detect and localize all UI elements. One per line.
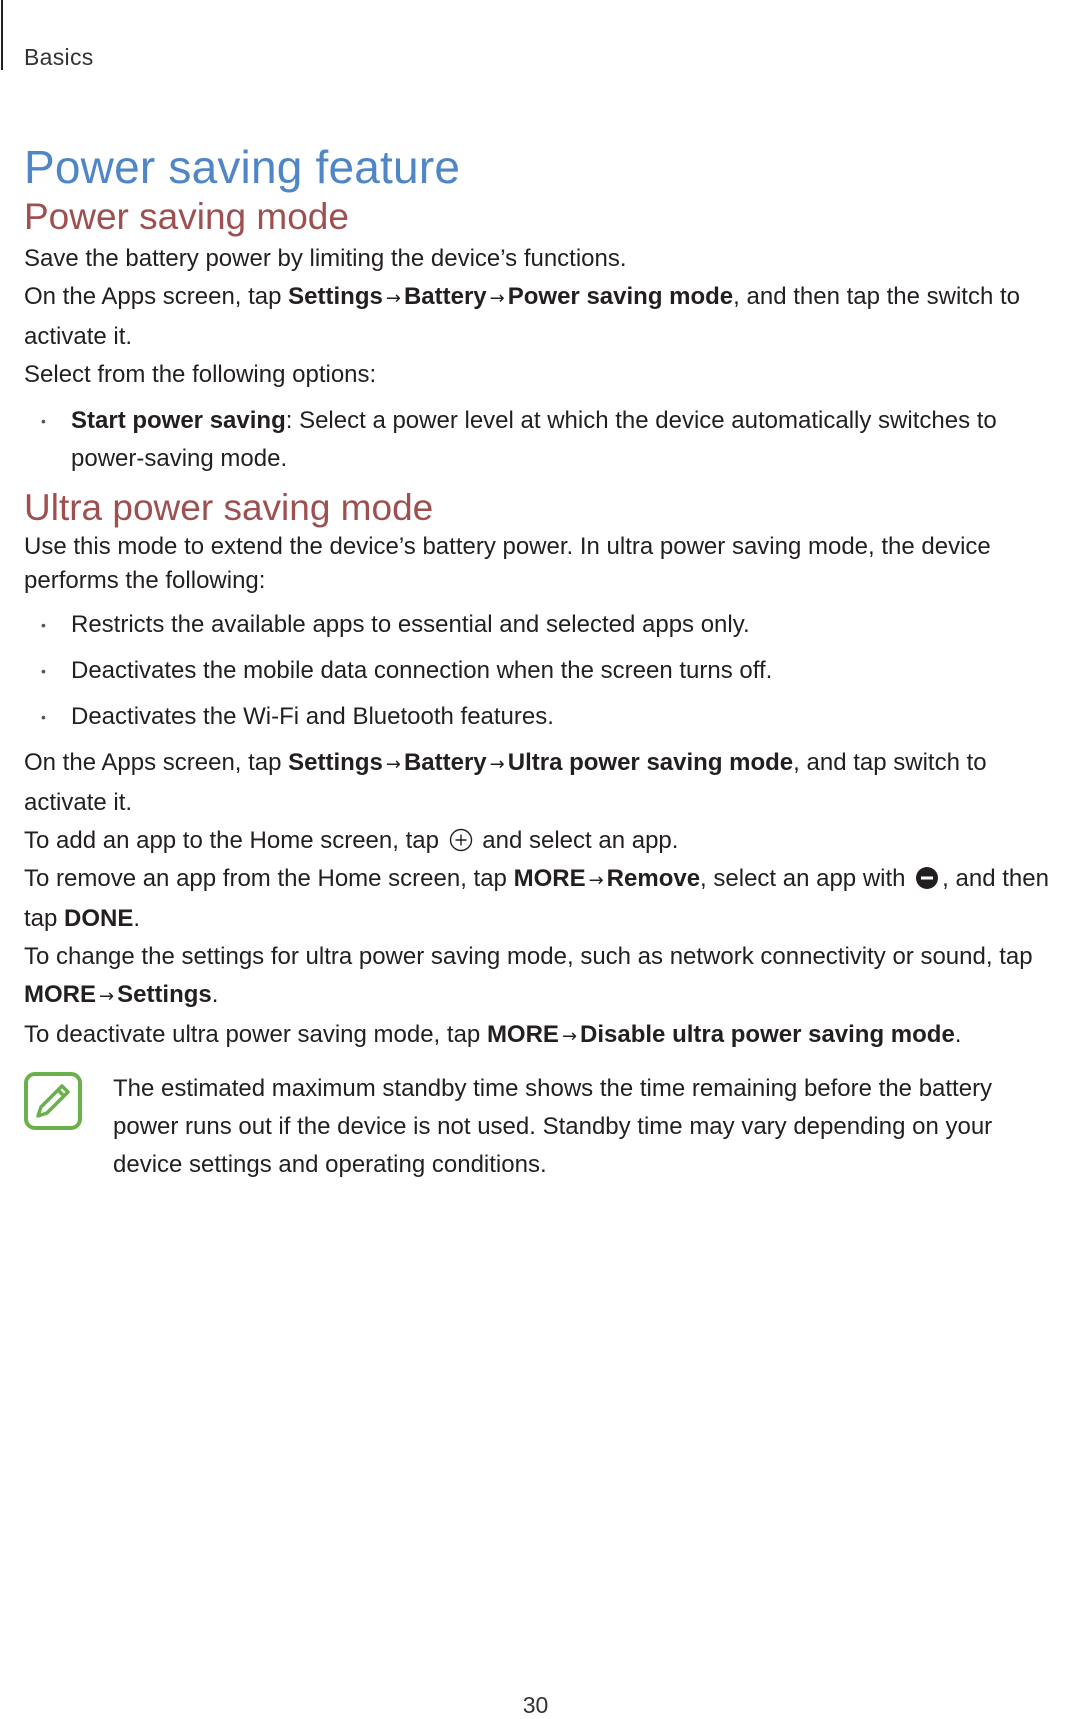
section-heading-power-saving: Power saving mode: [24, 196, 349, 238]
page-number: 30: [522, 1692, 549, 1718]
add-circle-icon: [449, 828, 473, 852]
list-item: • Restricts the available apps to essential and selected apps only.: [24, 606, 1059, 644]
power-saving-mode-label: Power saving mode: [507, 282, 734, 310]
note-pencil-icon: [24, 1072, 82, 1130]
add-app-instruction: To add an app to the Home screen, tap and select an app.: [24, 826, 679, 854]
page-title: Power saving feature: [24, 141, 461, 193]
remove-app-instruction: To remove an app from the Home screen, tap MORE → Remove, select an app with , and then tap DONE.: [24, 864, 1049, 932]
header-label: Basics: [24, 44, 94, 70]
power-saving-instruction: On the Apps screen, tap Settings → Battery → Power saving mode, and then tap the switch to activate it.: [24, 282, 1021, 350]
power-saving-intro: Save the battery power by limiting the device’s functions.: [24, 244, 627, 272]
note-text: The estimated maximum standby time shows the time remaining before the battery power runs out if the device is not used. Standby time may vary depending on your device settings and operating conditions.: [113, 1074, 993, 1178]
ultra-intro: Use this mode to extend the device’s battery power. In ultra power saving mode, the device performs the following:: [24, 532, 991, 594]
remove-circle-icon: [915, 866, 939, 890]
settings-label: Settings: [288, 282, 383, 310]
note-box: [24, 1070, 1059, 1184]
ultra-activate-instruction: On the Apps screen, tap Settings → Battery → Ultra power saving mode, and tap switch to activate it.: [24, 748, 987, 816]
list-item: • Deactivates the Wi-Fi and Bluetooth features.: [24, 698, 1059, 736]
option-start-power-saving: • Start power saving: Select a power level at which the device automatically switches to power-saving mode.: [24, 402, 1059, 478]
ultra-bullets: [24, 606, 1059, 736]
options-lead: Select from the following options:: [24, 360, 377, 388]
header-rule: [1, 0, 3, 70]
list-item: • Deactivates the mobile data connection when the screen turns off.: [24, 652, 1059, 690]
deactivate-instruction: To deactivate ultra power saving mode, tap MORE → Disable ultra power saving mode.: [24, 1020, 962, 1048]
change-settings-instruction: To change the settings for ultra power saving mode, such as network connectivity or sound, tap MORE → Settings.: [24, 942, 1033, 1008]
battery-label: Battery: [403, 282, 487, 310]
section-heading-ultra: Ultra power saving mode: [24, 486, 434, 528]
page-content: [24, 140, 1059, 1184]
power-saving-options: [24, 402, 1059, 478]
